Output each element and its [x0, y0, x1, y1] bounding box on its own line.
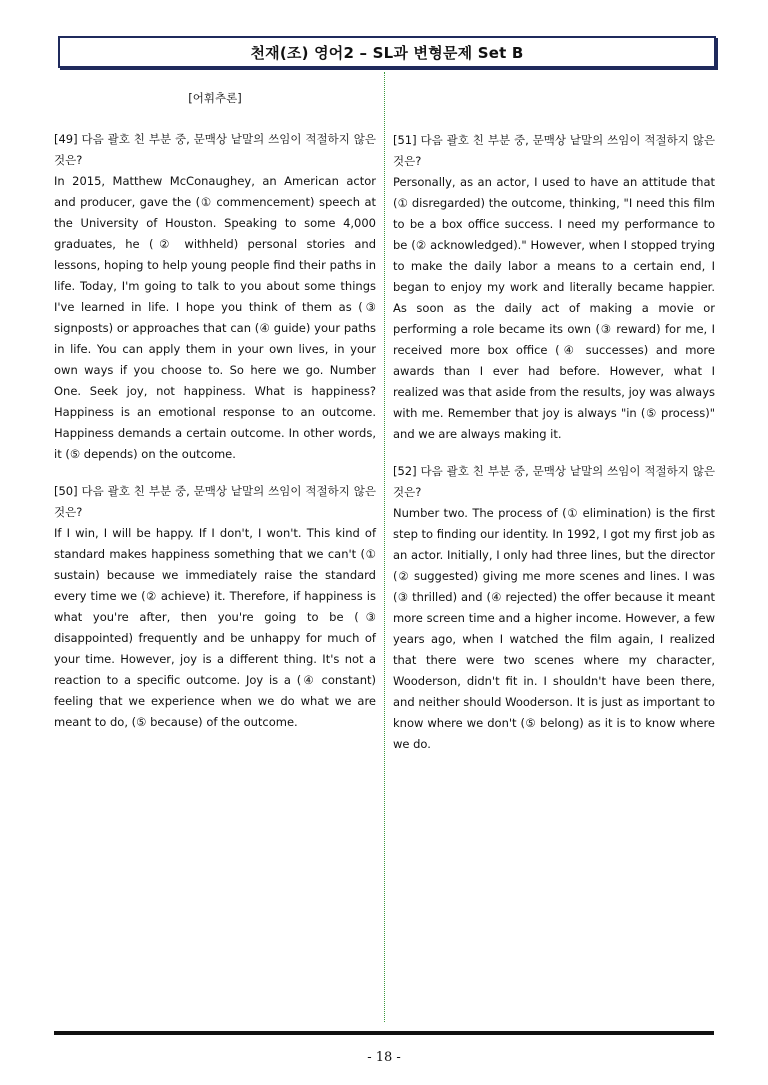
question-prompt: [49] 다음 괄호 친 부분 중, 문맥상 낱말의 쓰임이 적절하지 않은 것은? — [54, 132, 376, 167]
question-prompt: [50] 다음 괄호 친 부분 중, 문맥상 낱말의 쓰임이 적절하지 않은 것은? — [54, 484, 376, 519]
left-column — [54, 88, 376, 749]
column-divider — [384, 72, 385, 1022]
question-52 — [393, 461, 715, 755]
page-title: 천재(조) 영어2 – SL과 변형문제 Set B — [58, 36, 716, 68]
right-column — [393, 130, 715, 771]
question-passage: Personally, as an actor, I used to have an attitude that (① disregarded) the outcome, thinking, "I need this film to be a box office success. I need my performance to be (② acknowledged)." However, when I stopped trying to make the daily labor a means to a certain end, I began to enjoy my work and literally became happier. As soon as the daily act of making a movie or performing a role became its own (③ reward) for me, I received more box office (④ successes) and more awards than I ever had before. However, what I realized was that aside from the results, joy was always with me. Remember that joy is always "in (⑤ process)" and we are always making it. — [393, 175, 715, 441]
question-passage: In 2015, Matthew McConaughey, an American actor and producer, gave the (① commencement) speech at the University of Houston. Speaking to some 4,000 graduates, he (② withheld) personal stories and lessons, hoping to help young people find their paths in life. Today, I'm going to talk to you about some things I've learned in life. I hope you think of them as (③ signposts) or approaches that can (④ guide) your paths in life. You can apply them in your own lives, in your own ways if you choose to. So here we go. Number One. Seek joy, not happiness. What is happiness? Happiness is an emotional response to an outcome. Happiness demands a certain outcome. In other words, it (⑤ depends) on the outcome. — [54, 174, 376, 461]
section-label: [어휘추론] — [188, 91, 242, 105]
question-passage: If I win, I will be happy. If I don't, I won't. This kind of standard makes happiness something that we can't (① sustain) because we immediately raise the standard every time we (② achieve) it. Therefore, if happiness is what you're after, then you're going to be (③ disappointed) frequently and be unhappy for much of your time. However, joy is a different thing. It's not a reaction to a specific outcome. Joy is a (④ constant) feeling that we experience when we do what we are meant to do, (⑤ because) of the outcome. — [54, 526, 376, 729]
question-prompt: [51] 다음 괄호 친 부분 중, 문맥상 낱말의 쓰임이 적절하지 않은 것은? — [393, 133, 715, 168]
question-51 — [393, 130, 715, 445]
question-prompt: [52] 다음 괄호 친 부분 중, 문맥상 낱말의 쓰임이 적절하지 않은 것은? — [393, 464, 715, 499]
question-passage: Number two. The process of (① elimination) is the first step to finding our identity. In 1992, I got my first job as an actor. Initially, I only had three lines, but the director (② suggested) giving me more scenes and lines. I was (③ thrilled) and (④ rejected) the offer because it meant more screen time and a higher income. However, a few years ago, when I watched the film again, I realized that there were two scenes where my character, Wooderson, didn't fit in. I shouldn't have been there, and neither should Wooderson. It is just as important to know where we don't (⑤ belong) as it is to know where we do. — [393, 506, 715, 751]
footer-rule — [54, 1031, 714, 1035]
page-number: - 18 - — [367, 1050, 401, 1065]
question-50 — [54, 481, 376, 733]
question-49 — [54, 129, 376, 465]
